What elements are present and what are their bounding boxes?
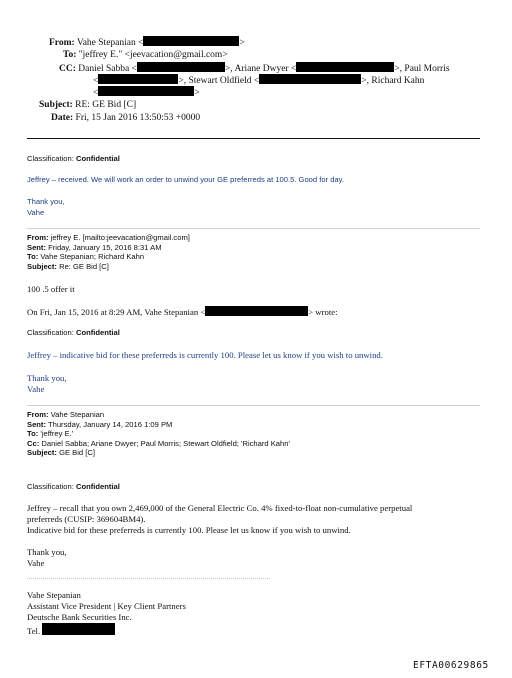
msg4-cc-label: Cc: [27, 438, 40, 448]
msg4-cc-value: Daniel Sabba; Ariane Dwyer; Paul Morris; Stewart Oldfield; 'Richard Kahn' [41, 438, 290, 448]
classification-label: Classification: [27, 328, 74, 337]
header-subject-value: RE: GE Bid [C] [75, 100, 137, 110]
msg4-body-line3: Indicative bid for these preferreds is currently 100. Please let us know if you wish to unwind. [27, 525, 351, 535]
msg4-sent-value: Thursday, January 14, 2016 1:09 PM [47, 419, 173, 429]
header-date-value: Fri, 15 Jan 2016 13:50:53 +0000 [75, 113, 201, 123]
redaction-box [42, 623, 115, 635]
redaction-box [143, 36, 239, 46]
divider [27, 228, 480, 229]
msg2-from-label: From: [27, 233, 49, 242]
msg1-classification [27, 154, 120, 164]
msg2-to-label: To: [27, 252, 39, 261]
redaction-box [259, 74, 361, 84]
classification-value: Confidential [75, 482, 120, 491]
msg4-thanks: Thank you, [27, 547, 67, 557]
msg4-to-row [27, 429, 73, 439]
redaction-box [98, 74, 178, 84]
msg3-thanks: Thank you, [27, 373, 67, 383]
msg2-body: 100 .5 offer it [27, 284, 75, 294]
bates-number: EFTA00629865 [413, 660, 489, 671]
msg4-from-label: From: [27, 410, 49, 419]
header-cc-line1-c: >, Paul Morris [394, 64, 450, 74]
msg4-from-row [27, 410, 104, 420]
msg2-subject-row [27, 262, 109, 272]
header-cc-label: CC: [59, 64, 76, 74]
msg4-cc-row [27, 439, 290, 449]
msg2-quote-line [27, 306, 338, 318]
msg2-subject-value: Re: GE Bid [C] [59, 261, 109, 271]
header-from-label: From: [49, 38, 75, 48]
signature-name: Vahe Stepanian [27, 590, 81, 600]
header-divider [27, 138, 480, 139]
msg3-classification [27, 328, 120, 338]
msg2-quote-a: On Fri, Jan 15, 2016 at 8:29 AM, Vahe Stepanian < [27, 307, 206, 317]
msg2-subject-label: Subject: [27, 261, 57, 271]
msg2-to-value: Vahe Stepanian; Richard Kahn [40, 252, 145, 261]
msg4-to-label: To: [27, 429, 39, 438]
msg1-signoff: Vahe [27, 208, 45, 217]
header-cc-line3 [93, 86, 200, 99]
redaction-box [296, 62, 394, 72]
msg4-body-line2: preferreds (CUSIP: 369604BM4). [27, 514, 146, 524]
header-cc-line1-a: Daniel Sabba < [78, 64, 137, 74]
signature-title: Assistant Vice President | Key Client Partners [27, 601, 186, 611]
msg4-body-line1: Jeffrey – recall that you own 2,469,000 of the General Electric Co. 4% fixed-to-float non-cumulative perpetual [27, 503, 413, 513]
msg3-body: Jeffrey – indicative bid for these preferreds is currently 100. Please let us know if you wish to unwind. [27, 350, 383, 360]
redaction-box [137, 62, 225, 72]
msg4-classification [27, 482, 120, 492]
header-to-row [63, 49, 228, 61]
msg4-to-value: 'jeffrey E.' [40, 429, 74, 438]
classification-label: Classification: [27, 154, 74, 163]
header-from-row [49, 36, 245, 49]
signature-divider [27, 578, 270, 579]
msg4-subject-label: Subject: [27, 448, 57, 457]
msg4-from-value: Vahe Stepanian [50, 410, 105, 419]
msg2-sent-value: Friday, January 15, 2016 8:31 AM [48, 242, 162, 252]
divider [27, 405, 480, 406]
msg1-body: Jeffrey – received. We will work an order to unwind your GE preferreds at 100.5. Good for day. [27, 175, 344, 184]
header-date-row [51, 112, 200, 124]
msg4-sent-row [27, 420, 172, 430]
msg4-sent-label: Sent: [27, 419, 46, 429]
header-subject-row [39, 99, 136, 111]
msg2-quote-b: > wrote: [308, 307, 338, 317]
classification-label: Classification: [27, 482, 74, 491]
header-subject-label: Subject: [39, 100, 73, 110]
classification-value: Confidential [75, 328, 120, 337]
header-to-label: To: [63, 50, 77, 60]
header-cc-line1-b: >, Ariane Dwyer < [224, 64, 297, 74]
header-from-tail: > [239, 38, 245, 48]
header-cc-line3-a: < [93, 88, 99, 98]
msg2-sent-row [27, 243, 162, 253]
header-cc-line2-c: >, Richard Kahn [361, 76, 425, 86]
msg2-sent-label: Sent: [27, 242, 46, 252]
classification-value: Confidential [75, 154, 120, 163]
signature-tel-label: Tel. [27, 626, 41, 636]
msg4-signoff: Vahe [27, 558, 45, 568]
header-from-value: Vahe Stepanian < [76, 38, 144, 48]
header-date-label: Date: [51, 113, 74, 123]
redaction-box [98, 86, 194, 96]
header-cc-line3-b: > [194, 88, 200, 98]
msg4-subject-row [27, 448, 95, 458]
header-cc-line2-a: < [93, 76, 99, 86]
msg2-to-row [27, 252, 144, 262]
msg3-signoff: Vahe [27, 384, 45, 394]
signature-company: Deutsche Bank Securities Inc. [27, 612, 132, 622]
msg1-thanks: Thank you, [27, 197, 65, 206]
msg2-from-row [27, 233, 190, 243]
signature-tel-row [27, 623, 115, 637]
header-to-value: "jeffrey E." <jeevacation@gmail.com> [78, 50, 228, 60]
redaction-box [205, 306, 308, 316]
msg2-from-value: jeffrey E. [mailto:jeevacation@gmail.com] [50, 233, 190, 242]
msg4-subject-value: GE Bid [C] [59, 448, 95, 457]
header-cc-line2-b: >, Stewart Oldfield < [178, 76, 260, 86]
